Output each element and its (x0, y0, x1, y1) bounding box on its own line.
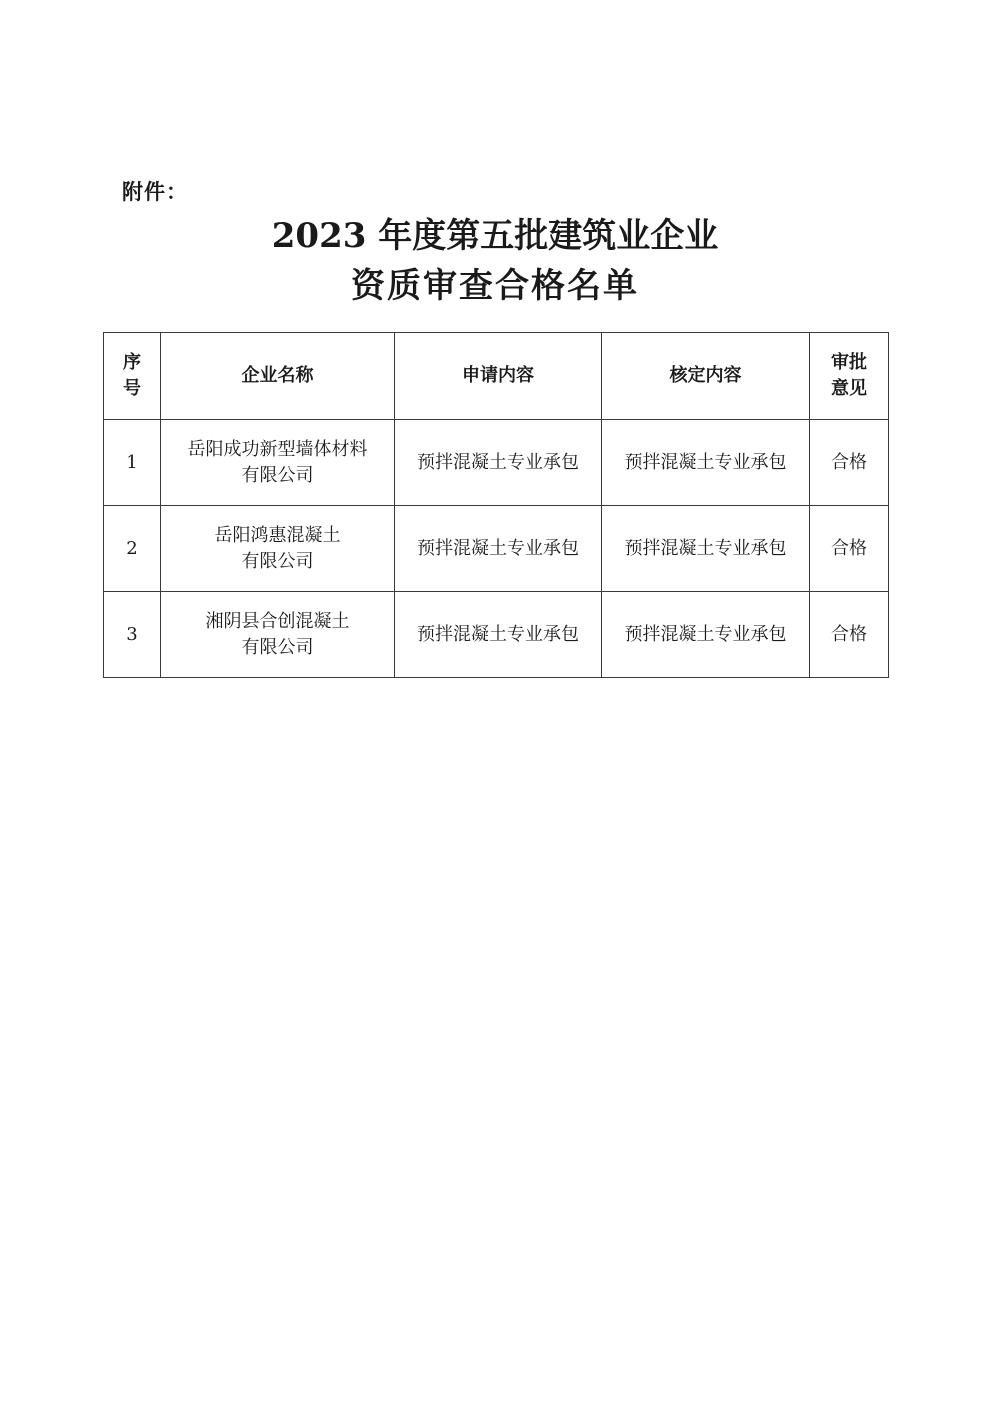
header-verification: 核定内容 (602, 333, 810, 420)
header-company: 企业名称 (161, 333, 395, 420)
cell-application: 预拌混凝土专业承包 (395, 506, 602, 592)
company-name-line1: 岳阳鸿惠混凝土 (214, 524, 341, 546)
header-seq-line2: 号 (123, 378, 141, 399)
table-header-row (104, 333, 889, 420)
cell-verification: 预拌混凝土专业承包 (602, 592, 810, 678)
attachment-label: 附件： (122, 180, 188, 204)
cell-seq: 1 (104, 420, 161, 506)
header-opinion (810, 333, 889, 420)
cell-opinion: 合格 (810, 592, 889, 678)
qualification-table (103, 332, 889, 678)
table-row (104, 420, 889, 506)
cell-seq: 2 (104, 506, 161, 592)
document-title-line1: 2023 年度第五批建筑业企业 (271, 216, 719, 256)
cell-company (161, 420, 395, 506)
cell-application: 预拌混凝土专业承包 (395, 592, 602, 678)
cell-company (161, 506, 395, 592)
cell-seq: 3 (104, 592, 161, 678)
cell-application: 预拌混凝土专业承包 (395, 420, 602, 506)
company-name-line1: 岳阳成功新型墙体材料 (187, 438, 368, 460)
table-row (104, 506, 889, 592)
header-application: 申请内容 (395, 333, 602, 420)
cell-verification: 预拌混凝土专业承包 (602, 506, 810, 592)
cell-company (161, 592, 395, 678)
cell-opinion: 合格 (810, 420, 889, 506)
cell-verification: 预拌混凝土专业承包 (602, 420, 810, 506)
company-name-line2: 有限公司 (241, 636, 314, 658)
company-name-line1: 湘阴县合创混凝土 (205, 610, 350, 632)
document-title-line2: 资质审查合格名单 (351, 266, 639, 306)
company-name-line2: 有限公司 (241, 550, 314, 572)
header-opinion-line2: 意见 (831, 378, 867, 399)
header-seq-line1: 序 (123, 352, 141, 373)
header-opinion-line1: 审批 (831, 352, 867, 373)
cell-opinion: 合格 (810, 506, 889, 592)
table-row (104, 592, 889, 678)
header-seq (104, 333, 161, 420)
company-name-line2: 有限公司 (241, 464, 314, 486)
